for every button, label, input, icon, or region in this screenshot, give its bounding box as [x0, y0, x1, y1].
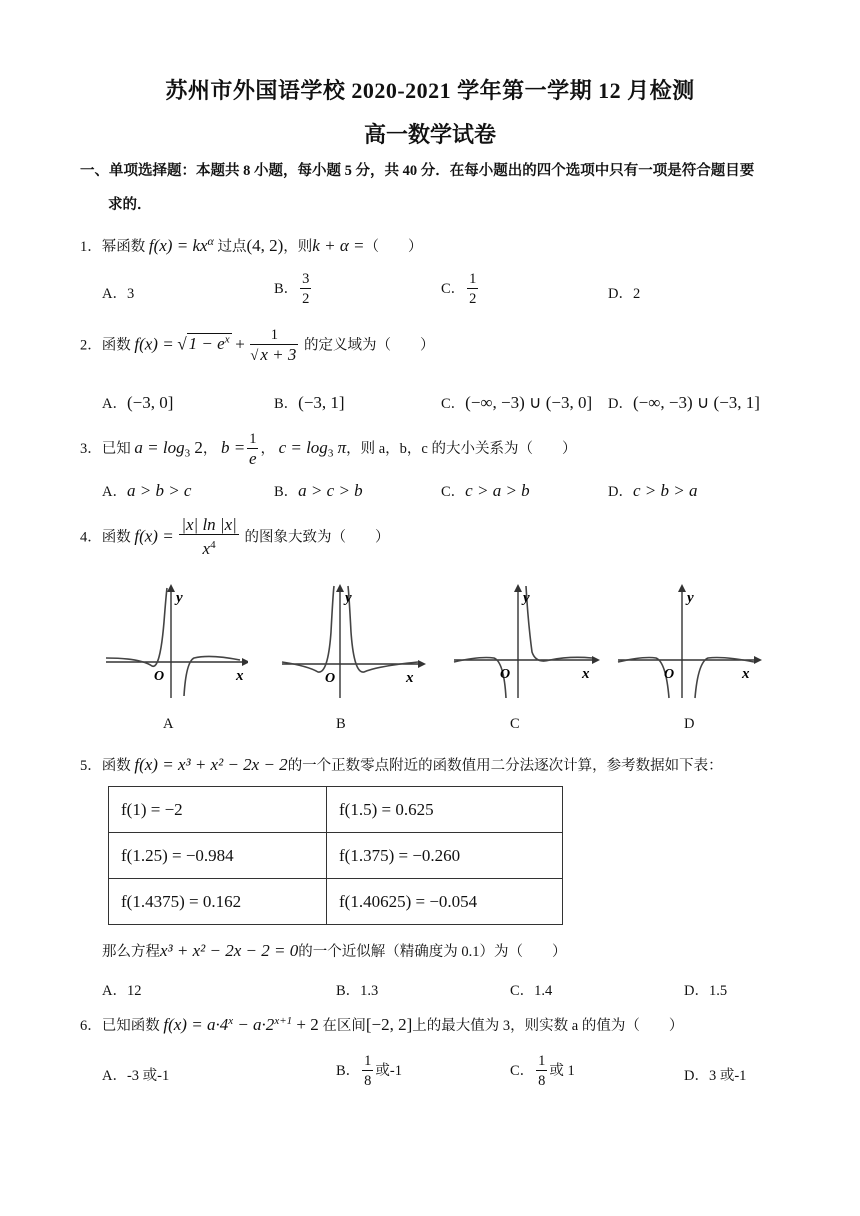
q3-option-b-label: B．	[274, 484, 299, 500]
q4-graph-c-origin: O	[500, 667, 511, 682]
q5-option-a[interactable]: A．12	[102, 983, 142, 999]
q2-option-a-label: A．	[102, 396, 127, 412]
q6-option-b-den: 8	[364, 1073, 372, 1089]
exam-subtitle: 高一数学试卷	[363, 122, 496, 147]
q4-graph-a-origin: O	[154, 669, 165, 684]
q3-option-c[interactable]	[441, 480, 530, 501]
q2-frac-num: 1	[250, 326, 298, 345]
q5-text-a: 函数	[101, 758, 131, 774]
q4-expr: f(x) =	[134, 526, 174, 546]
q2-option-d-label: D．	[608, 396, 633, 412]
table-cell: f(1.375) = −0.260	[327, 833, 563, 879]
q2-option-d[interactable]	[608, 392, 760, 413]
q4-graph-a-y-label: y	[176, 590, 183, 606]
q3-fraction	[247, 430, 258, 469]
q2-option-b-label: B．	[274, 396, 299, 412]
q2-fraction	[250, 326, 298, 366]
q1-option-a[interactable]: A．3	[102, 286, 135, 302]
q3-expr-c-base: 3	[327, 447, 334, 460]
q5-follow-up	[102, 940, 566, 961]
question-4	[80, 516, 389, 560]
q3-option-c-value: c > a > b	[465, 481, 530, 500]
q5-number: 5．	[80, 758, 102, 774]
q3-expr-c-arg: π	[333, 437, 347, 457]
q4-graph-c[interactable]	[450, 582, 602, 702]
q1-expr2: k + α =	[312, 235, 365, 255]
q1-option-b-fraction	[300, 270, 311, 309]
q6-exp-2: x+1	[274, 1015, 293, 1028]
q4-graph-d-x-label: x	[742, 666, 750, 682]
q5-option-b[interactable]: B．1.3	[336, 983, 379, 999]
q3-frac-den: e	[249, 449, 257, 468]
q2-option-d-value: (−∞, −3) ∪ (−3, 1]	[632, 393, 760, 412]
exam-title: 苏州市外国语学校 2020-2021 学年第一学期 12 月检测	[165, 78, 695, 103]
q4-graph-c-x-label: x	[582, 666, 590, 682]
q6-option-b-label: B．	[336, 1062, 361, 1079]
q3-text-a: 已知	[101, 440, 131, 457]
q6-option-c-tail: 或 1	[549, 1062, 575, 1079]
q3-number: 3．	[80, 440, 102, 457]
q2-option-a[interactable]	[102, 392, 173, 413]
q6-option-c-label: C．	[510, 1062, 535, 1079]
q1-blank: （ ）	[364, 238, 423, 255]
q3-comma2: ，	[260, 440, 275, 457]
q5-expr: f(x) = x³ + x² − 2x − 2	[134, 755, 288, 774]
q6-exp-1: x	[228, 1015, 234, 1028]
q1-option-b-den: 2	[302, 291, 310, 307]
q5-follow-expr: x³ + x² − 2x − 2 = 0	[160, 941, 299, 960]
q1-point: (4, 2)	[246, 235, 284, 255]
table-cell: f(1.4375) = 0.162	[109, 879, 327, 925]
table-cell: f(1) = −2	[109, 787, 327, 833]
q2-option-a-value: (−3, 0]	[126, 393, 174, 412]
q3-option-d-value: c > b > a	[632, 481, 698, 500]
q3-option-b-value: a > c > b	[298, 481, 363, 500]
q4-frac-den-exp: 4	[210, 539, 216, 551]
q6-option-c[interactable]	[510, 1052, 575, 1091]
q1-option-b[interactable]	[274, 270, 313, 309]
q6-text-b: 在区间	[322, 1018, 366, 1034]
table-cell: f(1.5) = 0.625	[327, 787, 563, 833]
question-5	[80, 754, 723, 775]
q2-number: 2．	[80, 337, 102, 354]
q1-option-c-den: 2	[469, 291, 477, 307]
q6-option-c-num: 1	[538, 1053, 546, 1069]
q3-option-a[interactable]	[102, 480, 191, 501]
section-heading-line1: 一、单项选择题：本题共 8 小题，每小题 5 分，共 40 分．在每小题出的四个选项中只有一项是符合题目要	[80, 163, 755, 179]
q4-text-end: 的图象大致为（ ）	[244, 529, 390, 546]
q3-expr-a-base: 3	[184, 447, 191, 460]
q6-expr-c: + 2	[292, 1015, 319, 1034]
question-1	[80, 234, 422, 256]
question-3	[80, 430, 576, 469]
q5-text-end: 的一个正数零点附近的函数值用二分法逐次计算，参考数据如下表：	[287, 758, 723, 774]
q1-text-c: ，则	[283, 238, 313, 255]
q1-option-b-num: 3	[302, 271, 310, 287]
q4-graph-d-origin: O	[664, 667, 675, 682]
q6-text-c: 上的最大值为 3，则实数 a 的值为（ ）	[412, 1018, 684, 1034]
q3-option-d[interactable]	[608, 480, 697, 501]
q6-number: 6．	[80, 1018, 102, 1034]
q3-expr-b: b =	[220, 437, 246, 457]
q3-option-d-label: D．	[608, 484, 633, 500]
q6-text-a: 已知函数	[101, 1018, 160, 1034]
q6-option-d[interactable]: D．3 或-1	[684, 1068, 747, 1084]
q2-frac-den: √ x + 3	[250, 345, 297, 364]
q6-interval: [−2, 2]	[365, 1015, 413, 1034]
q4-frac-den-base: x	[202, 538, 211, 558]
q2-frac-den-root: x + 3	[260, 345, 297, 364]
q1-option-c-fraction	[467, 270, 478, 309]
q1-exponent: α	[207, 234, 214, 248]
question-2	[80, 326, 435, 366]
q2-option-b-value: (−3, 1]	[298, 393, 345, 412]
table-row	[109, 833, 563, 879]
section-heading-line2: 求的．	[108, 197, 152, 213]
section-heading	[80, 154, 785, 222]
q2-text-a: 函数	[101, 337, 131, 354]
q6-option-b-num: 1	[364, 1053, 372, 1069]
table-row	[109, 787, 563, 833]
q6-option-b[interactable]	[336, 1052, 402, 1091]
q4-graph-b-origin: O	[325, 671, 336, 686]
q4-graph-a-x-label: x	[236, 668, 244, 684]
q3-frac-num: 1	[249, 431, 257, 447]
q4-graph-d-y-label: y	[687, 590, 694, 606]
q2-option-c[interactable]	[441, 392, 592, 413]
q6-expr-b: − a·2	[233, 1015, 275, 1034]
q5-option-c[interactable]: C．1.4	[510, 983, 553, 999]
q4-graph-d-label: D	[684, 716, 695, 732]
q2-text-end: 的定义域为（ ）	[304, 337, 435, 354]
q4-text-a: 函数	[101, 529, 131, 546]
q4-graph-b[interactable]	[278, 582, 428, 702]
q3-comma1: ，	[202, 440, 218, 457]
q4-graph-b-y-label: y	[345, 590, 352, 606]
q2-root1-base: 1 − e	[188, 334, 225, 354]
q4-graph-a[interactable]	[100, 582, 248, 702]
q5-follow-text-a: 那么方程	[102, 944, 160, 960]
bisection-table	[108, 786, 563, 925]
q3-option-c-label: C．	[441, 484, 466, 500]
q3-option-a-label: A．	[102, 484, 127, 500]
q4-frac-num: |x| ln |x|	[181, 515, 237, 534]
q6-option-b-tail: 或-1	[375, 1062, 403, 1079]
q3-expr-a-arg: 2	[190, 437, 203, 457]
table-cell: f(1.40625) = −0.054	[327, 879, 563, 925]
q4-fraction	[179, 516, 239, 560]
q1-expr: f(x) = kx	[148, 235, 208, 255]
q6-option-c-den: 8	[538, 1073, 546, 1089]
q6-option-b-fraction	[362, 1052, 373, 1091]
q6-option-a[interactable]: A．-3 或-1	[102, 1068, 170, 1084]
q1-option-d[interactable]: D．2	[608, 286, 641, 302]
q2-plus: +	[235, 334, 245, 354]
q1-option-c[interactable]	[441, 270, 480, 309]
q1-option-c-label: C．	[441, 280, 466, 297]
q2-option-c-label: C．	[441, 396, 466, 412]
q2-root1-exp: x	[224, 333, 230, 346]
q2-expr: f(x) =	[134, 334, 174, 354]
q1-text-b: 过点	[217, 238, 247, 255]
table-cell: f(1.25) = −0.984	[109, 833, 327, 879]
q6-option-c-fraction	[536, 1052, 547, 1091]
table-row	[109, 879, 563, 925]
q4-graph-b-label: B	[336, 716, 346, 732]
q5-option-d[interactable]: D．1.5	[684, 983, 728, 999]
q3-option-a-value: a > b > c	[126, 481, 192, 500]
q4-graph-d[interactable]	[614, 582, 764, 702]
q4-graph-c-y-label: y	[523, 590, 530, 606]
q3-text-end: ，则 a，b，c 的大小关系为（ ）	[346, 440, 577, 457]
q3-expr-a: a = log	[134, 437, 185, 457]
q3-expr-c: c = log	[278, 437, 328, 457]
q1-option-b-label: B．	[274, 280, 299, 297]
q2-sqrt-sign: √	[177, 334, 187, 354]
question-6	[80, 1014, 683, 1035]
q5-follow-text-b: 的一个近似解（精确度为 0.1）为（ ）	[298, 944, 567, 960]
q1-text-a: 幂函数	[101, 238, 146, 255]
q2-root1	[187, 333, 232, 353]
q4-graph-c-label: C	[510, 716, 520, 732]
q1-number: 1．	[80, 238, 102, 255]
q2-option-b[interactable]	[274, 392, 345, 413]
q4-graph-a-label: A	[163, 716, 174, 732]
q4-number: 4．	[80, 529, 102, 546]
q2-option-c-value: (−∞, −3) ∪ (−3, 0]	[465, 393, 593, 412]
q4-frac-den	[179, 535, 239, 560]
q4-graph-b-x-label: x	[406, 670, 414, 686]
q3-option-b[interactable]	[274, 480, 363, 501]
q6-expr-a: f(x) = a·4	[163, 1015, 229, 1034]
q1-option-c-num: 1	[469, 271, 477, 287]
